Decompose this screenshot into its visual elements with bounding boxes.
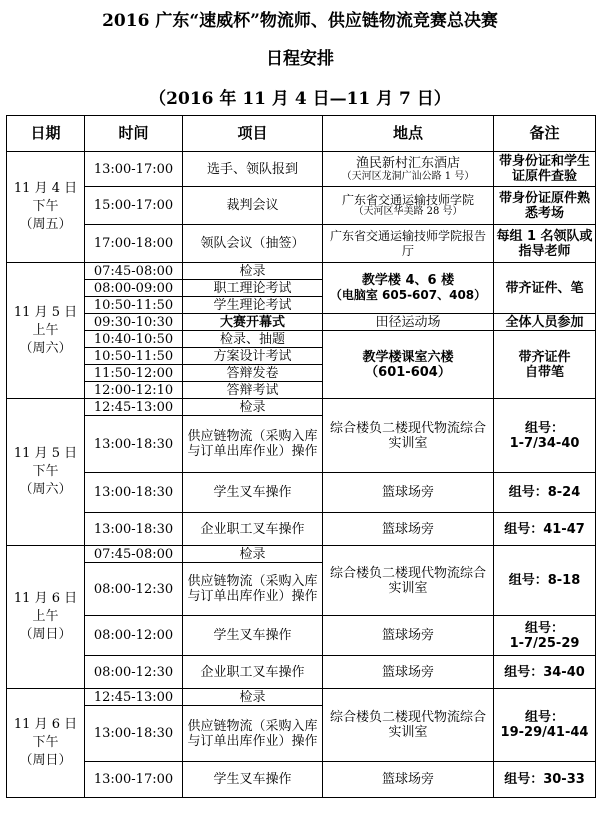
item-cell: 答辩考试: [183, 382, 323, 399]
time-cell: 12:45-13:00: [85, 399, 183, 416]
table-row: [7, 152, 596, 187]
place-cell: 综合楼负二楼现代物流综合实训室: [323, 689, 494, 762]
item-cell: 检录: [183, 689, 323, 706]
schedule-table: [6, 115, 596, 798]
date-cell: 11 月 5 日 上午 （周六）: [7, 263, 85, 399]
item-cell: 领队会议（抽签）: [183, 225, 323, 263]
time-cell: 13:00-18:30: [85, 706, 183, 762]
date-cell: 11 月 6 日 上午 （周日）: [7, 546, 85, 689]
note-cell: 组号： 1-7/25-29: [494, 616, 596, 656]
table-header-row: [7, 116, 596, 152]
time-cell: 13:00-18:30: [85, 416, 183, 473]
item-cell: 方案设计考试: [183, 348, 323, 365]
time-cell: 15:00-17:00: [85, 187, 183, 225]
item-cell: 检录: [183, 546, 323, 563]
note-cell: 组号：34-40: [494, 656, 596, 689]
place-cell: 篮球场旁: [323, 656, 494, 689]
place-cell: 渔民新村汇东酒店 （天河区龙洞广汕公路 1 号）: [323, 152, 494, 187]
table-row: [7, 263, 596, 280]
note-cell: 全体人员参加: [494, 314, 596, 331]
table-row: [7, 513, 596, 546]
item-cell: 学生理论考试: [183, 297, 323, 314]
place-cell: 田径运动场: [323, 314, 494, 331]
item-cell: 检录: [183, 399, 323, 416]
time-cell: 08:00-09:00: [85, 280, 183, 297]
date-cell: 11 月 5 日 下午 （周六）: [7, 399, 85, 546]
time-cell: 12:00-12:10: [85, 382, 183, 399]
note-cell: 带身份证和学生证原件查验: [494, 152, 596, 187]
item-cell: 选手、领队报到: [183, 152, 323, 187]
note-cell: 带身份证原件熟悉考场: [494, 187, 596, 225]
item-cell: 学生叉车操作: [183, 473, 323, 513]
place-cell: 广东省交通运输技师学院 （天河区华美路 28 号）: [323, 187, 494, 225]
time-cell: 08:00-12:30: [85, 563, 183, 616]
item-cell: 企业职工叉车操作: [183, 513, 323, 546]
note-cell: 组号：8-24: [494, 473, 596, 513]
table-row: [7, 399, 596, 416]
page-title: 2016 广东“速威杯”物流师、供应链物流竞赛总决赛: [102, 11, 498, 31]
place-cell: 教学楼 4、6 楼 （电脑室 605-607、408）: [323, 263, 494, 314]
place-cell: 综合楼负二楼现代物流综合实训室: [323, 399, 494, 473]
item-cell: 供应链物流（采购入库与订单出库作业）操作: [183, 563, 323, 616]
time-cell: 13:00-18:30: [85, 473, 183, 513]
place-cell: 篮球场旁: [323, 513, 494, 546]
note-cell: 组号：41-47: [494, 513, 596, 546]
item-cell: 职工理论考试: [183, 280, 323, 297]
time-cell: 07:45-08:00: [85, 546, 183, 563]
table-row: [7, 331, 596, 348]
item-cell: 供应链物流（采购入库与订单出库作业）操作: [183, 416, 323, 473]
table-row: [7, 473, 596, 513]
note-cell: 组号：8-18: [494, 546, 596, 616]
header-date: 日期: [7, 116, 85, 152]
header-item: 项目: [183, 116, 323, 152]
item-cell: 学生叉车操作: [183, 762, 323, 798]
time-cell: 08:00-12:00: [85, 616, 183, 656]
time-cell: 07:45-08:00: [85, 263, 183, 280]
note-cell: 组号： 19-29/41-44: [494, 689, 596, 762]
table-row: [7, 689, 596, 706]
table-row: [7, 546, 596, 563]
time-cell: 12:45-13:00: [85, 689, 183, 706]
place-cell: 篮球场旁: [323, 762, 494, 798]
item-cell: 裁判会议: [183, 187, 323, 225]
time-cell: 11:50-12:00: [85, 365, 183, 382]
time-cell: 10:50-11:50: [85, 348, 183, 365]
date-cell: 11 月 4 日 下午 （周五）: [7, 152, 85, 263]
header-place: 地点: [323, 116, 494, 152]
table-row: [7, 762, 596, 798]
page-subtitle: 日程安排: [266, 49, 334, 69]
place-cell: 广东省交通运输技师学院报告厅: [323, 225, 494, 263]
place-cell: 综合楼负二楼现代物流综合实训室: [323, 546, 494, 616]
note-cell: 带齐证件、笔: [494, 263, 596, 314]
item-cell: 企业职工叉车操作: [183, 656, 323, 689]
header-time: 时间: [85, 116, 183, 152]
date-range: （2016 年 11 月 4 日—11 月 7 日）: [149, 89, 451, 109]
time-cell: 10:50-11:50: [85, 297, 183, 314]
table-row: [7, 187, 596, 225]
time-cell: 13:00-18:30: [85, 513, 183, 546]
place-cell: 篮球场旁: [323, 473, 494, 513]
table-row: [7, 314, 596, 331]
note-cell: 带齐证件 自带笔: [494, 331, 596, 399]
note-cell: 组号： 1-7/34-40: [494, 399, 596, 473]
table-row: [7, 656, 596, 689]
time-cell: 13:00-17:00: [85, 762, 183, 798]
time-cell: 17:00-18:00: [85, 225, 183, 263]
table-row: [7, 225, 596, 263]
header-note: 备注: [494, 116, 596, 152]
item-cell: 检录、抽题: [183, 331, 323, 348]
time-cell: 13:00-17:00: [85, 152, 183, 187]
date-cell: 11 月 6 日 下午 （周日）: [7, 689, 85, 798]
time-cell: 10:40-10:50: [85, 331, 183, 348]
item-cell: 供应链物流（采购入库与订单出库作业）操作: [183, 706, 323, 762]
time-cell: 08:00-12:30: [85, 656, 183, 689]
note-cell: 组号：30-33: [494, 762, 596, 798]
item-cell: 学生叉车操作: [183, 616, 323, 656]
time-cell: 09:30-10:30: [85, 314, 183, 331]
place-cell: 教学楼课室六楼 （601-604）: [323, 331, 494, 399]
item-cell: 检录: [183, 263, 323, 280]
place-cell: 篮球场旁: [323, 616, 494, 656]
table-row: [7, 616, 596, 656]
item-cell: 答辩发卷: [183, 365, 323, 382]
item-cell: 大赛开幕式: [183, 314, 323, 331]
note-cell: 每组 1 名领队或指导老师: [494, 225, 596, 263]
